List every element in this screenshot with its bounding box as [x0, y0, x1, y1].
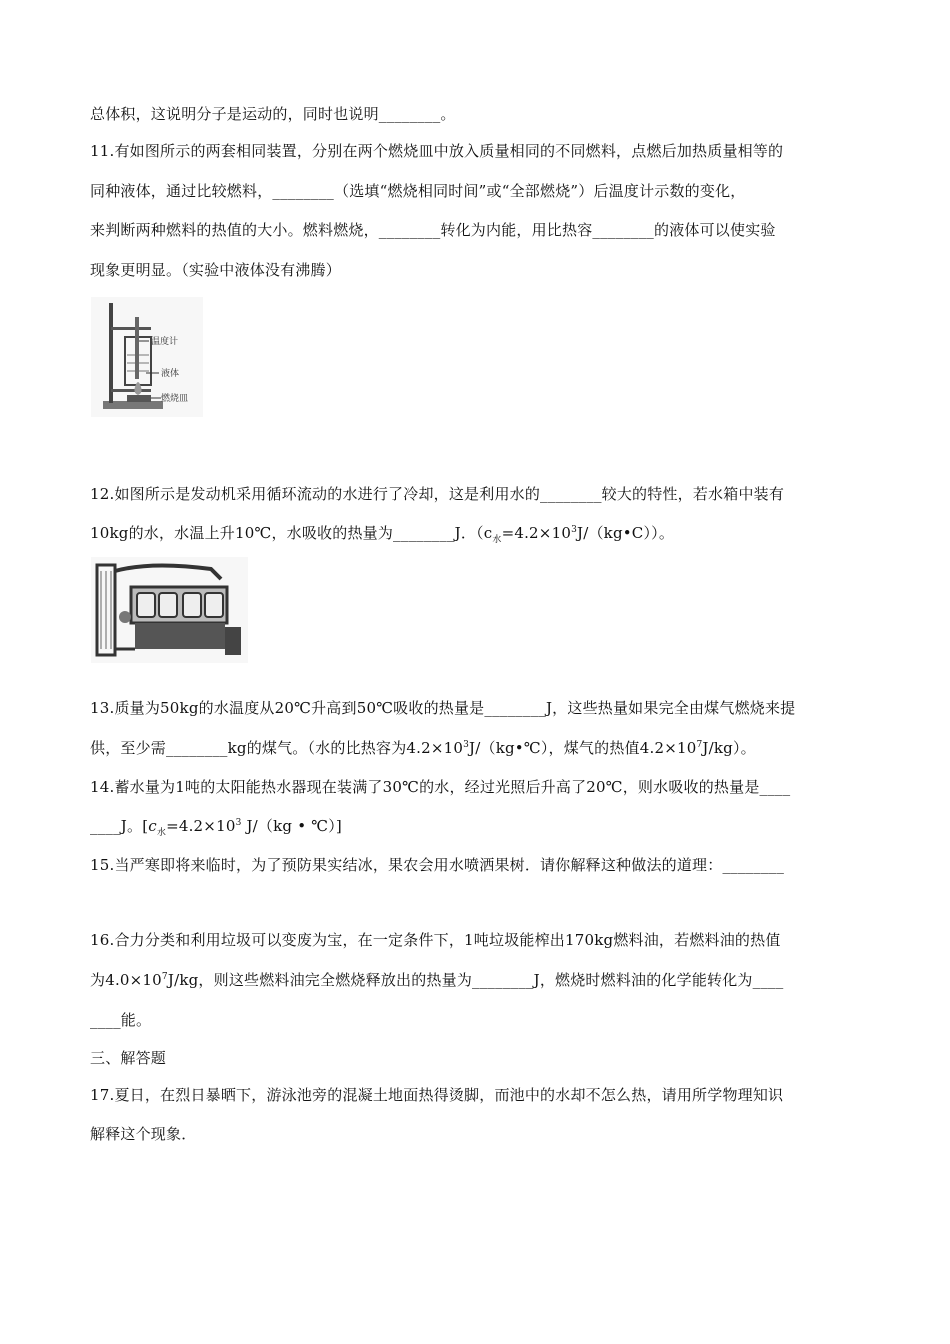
question-13-line: 13.质量为50kg的水温度从20℃升高到50℃吸收的热量是________J，这些热量如果完全由煤气燃烧来提	[90, 699, 796, 717]
section-heading: 三、解答题	[90, 1049, 167, 1067]
text-line: ____J。[$c_水=4.2\times 10^3$ J/（kg • ℃）]	[90, 817, 342, 838]
text-line: ____能。	[90, 1011, 152, 1029]
question-15-line: 15.当严寒即将来临时，为了预防果实结冰，果农会用水喷洒果树．请你解释这种做法的道理：________	[90, 856, 785, 874]
text-line: 总体积，这说明分子是运动的，同时也说明________。	[90, 105, 456, 123]
question-14-line: 14.蓄水量为1吨的太阳能热水器现在装满了30℃的水，经过光照后升高了20℃，则水吸收的热量是____	[90, 778, 791, 796]
question-17-line: 17.夏日，在烈日暴晒下，游泳池旁的混凝土地面热得烫脚，而池中的水却不怎么热，请用所学物理知识	[90, 1086, 784, 1104]
text-line: 解释这个现象．	[90, 1125, 197, 1143]
question-12-line: 12.如图所示是发动机采用循环流动的水进行了冷却，这是利用水的________较大的特性，若水箱中装有	[90, 485, 785, 503]
burner-apparatus-figure	[91, 297, 203, 417]
text-line: 来判断两种燃料的热值的大小。燃料燃烧，________转化为内能，用比热容________的液体可以使实验	[90, 221, 776, 239]
text-line: 为$4.0\times 10^7J/kg$，则这些燃料油完全燃烧释放出的热量为________J，燃烧时燃料油的化学能转化为____	[90, 971, 784, 989]
text-line: 现象更明显。（实验中液体没有沸腾）	[90, 261, 341, 279]
liquid-label: 液体	[161, 369, 180, 379]
thermometer-label: 温度计	[151, 337, 179, 347]
question-11-line: 11.有如图所示的两套相同装置，分别在两个燃烧皿中放入质量相同的不同燃料，点燃后加热质量相等的	[90, 142, 784, 160]
question-16-line: 16.合力分类和利用垃圾可以变废为宝，在一定条件下，1吨垃圾能榨出170kg燃料油，若燃料油的热值	[90, 931, 781, 949]
engine-cooling-figure	[91, 557, 248, 663]
text-line: 10kg的水，水温上升10℃，水吸收的热量为________J．$(c_水=4.2\times 10^3J/(kg•C))$。	[90, 524, 675, 545]
text-line: 同种液体，通过比较燃料，________（选填“燃烧相同时间”或“全部燃烧”）后温度计示数的变化，	[90, 182, 746, 200]
burner-dish-label: 燃烧皿	[161, 394, 189, 404]
text-line: 供，至少需________kg的煤气。（水的比热容为$4.2\times 10^3J/(kg•℃)$，煤气的热值$4.2\times 10^7J/kg$）。	[90, 739, 756, 757]
